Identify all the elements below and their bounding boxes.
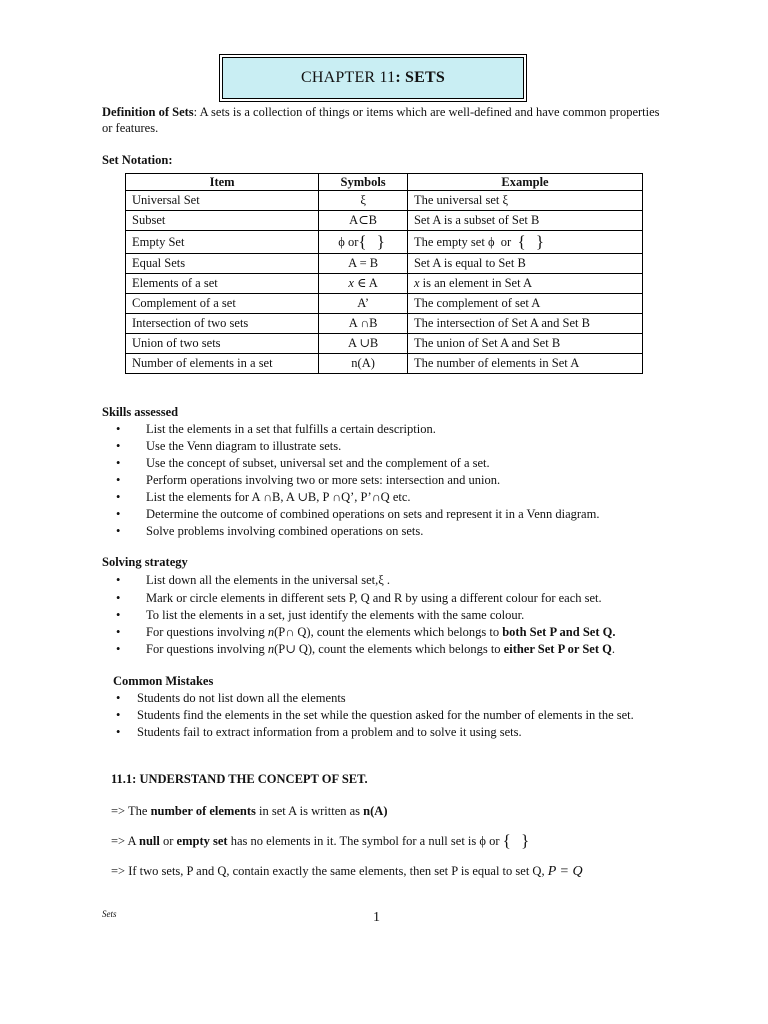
bullet-icon: • [116,439,121,453]
footer-label: Sets [102,909,117,919]
list-item: • Determine the outcome of combined operations on sets and represent it in a Venn diagram. [116,507,600,521]
bullet-icon: • [116,625,121,639]
bullet-icon: • [116,473,121,487]
skills-heading: Skills assessed [102,405,179,419]
bullet-icon: • [116,691,121,705]
mistakes-heading: Common Mistakes [113,674,214,688]
section-line-null-set: => A null or empty set has no elements in it. The symbol for a null set is ϕ or { } [111,831,533,850]
strategy-list [116,571,706,658]
table-row: Elements of a set x ∈ A x is an element in Set A [126,274,643,294]
section-line-number-of-elements: => The number of elements in set A is written as n(A) [111,804,388,818]
table-row: Intersection of two sets A ∩B The intersection of Set A and Set B [126,314,643,334]
list-item: • Solve problems involving combined operations on sets. [116,524,424,538]
bullet-icon: • [116,591,121,605]
table-row: Subset A⊂B Set A is a subset of Set B [126,211,643,231]
table-row: Universal Set ξ The universal set ξ [126,191,643,211]
definition-label: Definition of Sets [102,105,194,119]
table-row: Number of elements in a set n(A) The number of elements in Set A [126,354,643,374]
bullet-icon: • [116,422,121,436]
definition-paragraph [102,104,662,136]
bullet-icon: • [116,524,121,538]
bullet-icon: • [116,507,121,521]
table-row: Complement of a set A’ The complement of set A [126,294,643,314]
page-number: 1 [373,910,380,925]
empty-set-symbol: ϕ or{ } [319,231,408,254]
table-row: Equal Sets A = B Set A is equal to Set B [126,254,643,274]
list-item: • For questions involving n(P∩ Q), count the elements which belongs to both Set P and Set Q. [116,625,616,639]
list-item: • List the elements for A ∩B, A ∪B, P ∩Q’, P’∩Q etc. [116,490,411,504]
list-item: • Mark or circle elements in different sets P, Q and R by using a different colour for each set. [116,591,602,605]
list-item: • Use the Venn diagram to illustrate sets. [116,439,342,453]
empty-set-example: The empty set ϕ or { } [407,231,642,254]
bullet-icon: • [116,642,121,656]
table-header-row [126,174,643,191]
bullet-icon: • [116,490,121,504]
set-notation-table [125,173,643,374]
list-item: • To list the elements in a set, just identify the elements with the same colour. [116,608,525,622]
list-item: • Use the concept of subset, universal set and the complement of a set. [116,456,490,470]
bullet-icon: • [116,456,121,470]
table-row: Union of two sets A ∪B The union of Set A and Set B [126,334,643,354]
strategy-heading: Solving strategy [102,555,188,569]
definition-text: : A sets is a collection of things or items which are well-defined and have common properties or features. [102,105,660,135]
set-notation-heading: Set Notation: [102,153,173,167]
list-item: • List down all the elements in the universal set,ξ . [146,571,706,590]
chapter-title: CHAPTER 11 : SETS [222,57,524,99]
chapter-title-box [219,54,527,102]
list-item: • Students fail to extract information from a problem and to solve it using sets. [116,725,522,739]
bullet-icon: • [116,608,121,622]
bullet-icon: • [116,708,121,722]
list-item: • Students find the elements in the set while the question asked for the number of elements in the set. [116,708,634,722]
list-item: • Students do not list down all the elements [116,691,346,705]
list-item: • List the elements in a set that fulfills a certain description. [116,422,436,436]
list-item: • Perform operations involving two or more sets: intersection and union. [116,473,501,487]
header-item: Item [126,174,319,191]
bullet-icon: • [116,725,121,739]
mistakes-list [116,690,717,741]
section-line-equal-sets: => If two sets, P and Q, contain exactly the same elements, then set P is equal to set Q, P = Q [111,864,583,879]
table-row: Empty Set ϕ or{ } The empty set ϕ or { } [126,231,643,254]
header-symbols: Symbols [319,174,408,191]
section-heading: 11.1: UNDERSTAND THE CONCEPT OF SET. [111,772,368,786]
bullet-icon: • [116,573,121,587]
header-example: Example [407,174,642,191]
list-item: • For questions involving n(P∪ Q), count the elements which belongs to either Set P or Set Q. [116,642,615,656]
skills-list [116,421,706,540]
